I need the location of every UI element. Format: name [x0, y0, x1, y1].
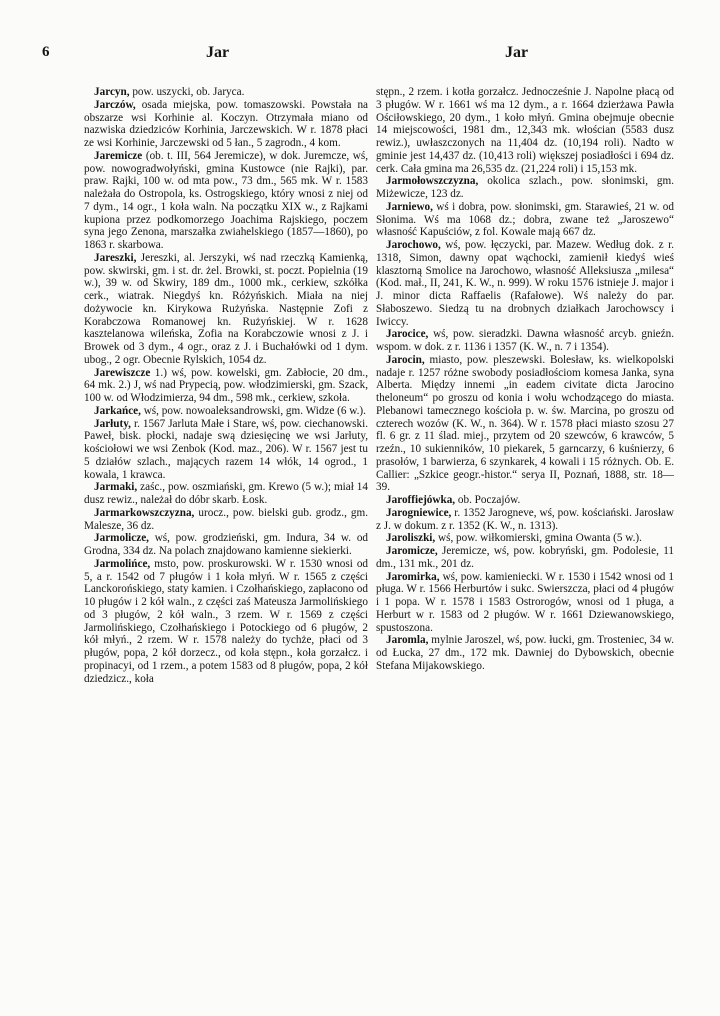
entry-text: pow. uszycki, ob. Jaryca.: [132, 86, 245, 98]
dictionary-entry: [376, 239, 674, 328]
dictionary-entry: [84, 405, 368, 418]
entry-headword: Jarogniewice,: [386, 506, 452, 519]
dictionary-entry: [376, 545, 674, 571]
entry-text: 1.) wś, pow. kowelski, gm. Zabłocie, 20 dm., 64 mk. 2.) J, wś nad Prypecią, pow. włodzimierski, gm. Szack, 100 w. od Włodzimierza, 94 dm., 598 mk., cerkiew, szkoła.: [84, 366, 368, 404]
dictionary-entry: [84, 532, 368, 558]
dictionary-entry: [84, 558, 368, 686]
dictionary-entry: [84, 99, 368, 150]
dictionary-entry: [84, 418, 368, 482]
entry-text: stępn., 2 rzem. i kotła gorzałcz. Jednocześnie J. Napolne płacą od 3 pługów. W r. 1661 wś ma 12 dym., a r. 1664 dzierżawa Pawła Ościłowskiego, 20 dym., 1 koło młyń. Gmina obejmuje obecnie 14 miejscowości, 1981 dm., 12,343 mk. włościan (5583 dusz rewiz.), uwłaszczonych na 11,404 dz. (10,194 roli). Nadto w gminie jest 14,437 dz. (10,413 roli) większej posiadłości i 694 dz. cerk. Cała gmina ma 26,535 dz. (21,224 roli) i 15,153 mk.: [376, 86, 674, 175]
dictionary-entry: [84, 507, 368, 533]
dictionary-entry: [376, 571, 674, 635]
entry-text: zaśc., pow. oszmiański, gm. Krewo (5 w.); miał 14 dusz rewiz., należał do dóbr skarb. Łosk.: [84, 481, 368, 506]
right-column: [376, 86, 674, 673]
entry-text: mylnie Jaroszel, wś, pow. łucki, gm. Trosteniec, 34 w. od Łucka, 27 dm., 172 mk. Dawniej do Dybowskich, obecnie Stefana Mijakowskiego.: [376, 634, 674, 672]
entry-headword: Jaromicze,: [386, 545, 438, 557]
dictionary-entry: [376, 507, 674, 533]
entry-headword: Jarcyn,: [94, 86, 130, 98]
entry-headword: Jareszki,: [94, 251, 137, 264]
dictionary-entry: [376, 532, 674, 545]
entry-text: wś, pow. nowoaleksandrowski, gm. Widze (6 w.).: [143, 404, 366, 417]
entry-text: r. 1352 Jarogneve, wś, pow. kościański. Jarosław z J. w dokum. z r. 1352 (K. W., n. 1313).: [376, 506, 675, 532]
entry-headword: Jarocin,: [386, 353, 425, 366]
entry-text: wś, pow. łęczycki, par. Mazew. Według dok. z r. 1318, Simon, dawny opat wąchocki, zamienił kiedyś wieś klasztorną Smolice na Jarochowo, własność Alleksiusza „milesa“ (Kod. mał., II, 241, K. W., n. 999). W roku 1576 istnieje J. major i J. minor dicta Raffaelis (Rafałowe). Wś należy do par. Słaboszewo. Siedzą tu na drobnych działkach Jarochowscy i Iwiccy.: [376, 239, 674, 328]
entry-text: okolica szlach., pow. słonimski, gm. Miżewicze, 123 dz.: [376, 175, 675, 200]
dictionary-entry: [376, 634, 674, 672]
entry-text: miasto, pow. pleszewski. Bolesław, ks. wielkopolski nadaje r. 1257 różne swobody posiadłościom komesa Janka, syna Alberta. Między innemi „in eadem civitate dicta Jarocino theloneum“ po groszu od konia i wołu wchodzącego do miasta. Plebanowi tamecznego kościoła p. w. św. Marcina, po groszu od czterech wozów (K. W., n. 364). W r. 1578 płaci miasto szosu 27 fl. 6 gr. z 11 ślad. miej., przytem od 20 szewców, 6 krawców, 5 rzeźn., 10 sukienników, 10 piekarek, 5 garncarzy, 6 kuśnierzy, 6 prasołów, 1 barwierza, 6 szynkarek, 4 kowali i 15 różnych. Ob. E. Callier: „Szkice geogr.-histor.“ serya II, Poznań, 1888, str. 18—39.: [376, 353, 674, 494]
dictionary-entry: [84, 481, 368, 507]
dictionary-entry: [376, 201, 674, 239]
entry-headword: Jaroliszki,: [386, 532, 436, 545]
entry-headword: Jarmolińce,: [94, 557, 151, 570]
dictionary-entry: [84, 86, 368, 99]
dictionary-entry: [376, 328, 674, 354]
entry-headword: Jaromla,: [386, 634, 429, 647]
entry-headword: Jarmaki,: [94, 481, 138, 494]
dictionary-entry: [376, 86, 674, 175]
entry-headword: Jarewiszcze: [94, 366, 151, 379]
dictionary-entry: [84, 252, 368, 367]
entry-text: Jeremicze, wś, pow. kobryński, gm. Podolesie, 11 dm., 131 mk., 201 dz.: [376, 545, 675, 570]
entry-text: urocz., pow. bielski gub. grodz., gm. Malesze, 36 dz.: [84, 506, 369, 532]
entry-headword: Jarmarkowszczyzna,: [94, 506, 195, 519]
running-header-left: Jar: [206, 44, 230, 61]
left-column: [84, 86, 368, 685]
entry-headword: Jarłuty,: [94, 417, 131, 430]
entry-headword: Jarmołowszczyzna,: [386, 175, 479, 188]
entry-text: wś, pow. grodzieński, gm. Indura, 34 w. od Grodna, 334 dz. Na polach znajdowano kamienne siekierki.: [84, 532, 369, 557]
entry-headword: Jaromirka,: [386, 570, 440, 583]
entry-headword: Jaremicze: [94, 149, 143, 162]
entry-headword: Jarocice,: [386, 328, 429, 341]
running-header-right: Jar: [505, 44, 529, 61]
dictionary-entry: [376, 494, 674, 507]
entry-text: wś, pow. sieradzki. Dawna własność arcyb. gnieźn. wspom. w dok. z r. 1136 i 1357 (K. W., n. 7 i 1354).: [376, 328, 675, 353]
entry-headword: Jarczów,: [94, 98, 136, 111]
entry-headword: Jarmolicze,: [94, 532, 149, 545]
entry-text: r. 1567 Jarluta Małe i Stare, wś, pow. ciechanowski. Paweł, bisk. płocki, nadaje swą dziesięcinę we wsi Jarłuty, kościołowi we wsi Zenbok (Kod. maz., 206). W r. 1567 jest tu 5 działów szlach., mających razem 14 włók, 14 ogrod., 1 kowala, 1 krawca.: [84, 417, 369, 481]
entry-headword: Jarochowo,: [386, 239, 441, 251]
entry-text: wś, pow. kamieniecki. W r. 1530 i 1542 wnosi od 1 pługa. W r. 1566 Herburtów i sukc. Swierszcza, płaci od 4 pługów i 1 popa. W r. 1578 i 1583 Ostrorogów, wnosi od 1 pługa, a Herburt w r. 1583 od 2 pługów. W r. 1661 Dziewanowskiego, spustoszona.: [376, 570, 674, 634]
entry-text: ob. Poczajów.: [457, 494, 521, 506]
entry-headword: Jaroffiejówka,: [386, 494, 456, 506]
dictionary-entry: [376, 175, 674, 201]
dictionary-entry: [84, 150, 368, 252]
entry-text: osada miejska, pow. tomaszowski. Powstała na obszarze wsi Korhinie al. Koczyn. Otrzymała miano od nazwiska dziedziców Korhinia, Jarczewskich. W r. 1878 płaci ze wsi Korhinie, Jarczewski od 5 łan., 5 zagrodn., 4 kom.: [84, 98, 368, 149]
entry-headword: Jarkańce,: [94, 404, 141, 417]
page-number: 6: [42, 44, 50, 60]
entry-text: Jereszki, al. Jerszyki, wś nad rzeczką Kamienką, pow. skwirski, gm. i st. dr. żel. Browki, st. poczt. Popielnia (19 w.), 39 w. od Skwiry, 189 dm., 1000 mk., cerkiew, szkółka cerk., wiatrak. Niegdyś kn. Różyńskich. Miała na niej dożywocie kn. Kirykowa Rużyńska. Następnie Zofi z Korabczowa Romanowej kn. Rużyńskiej. W r. 1628 kasztelanowa wileńska, Zofia na Korabczowie wnosi z J. i Browek od 3 dym., 4 ogr., oraz z J. i Buchałówki od 1 dym. ubog., 2 ogr. Obecnie Rylskich, 1054 dz.: [84, 251, 368, 366]
dictionary-entry: [84, 367, 368, 405]
entry-text: wś, pow. wiłkomierski, gmina Owanta (5 w.).: [438, 532, 642, 545]
entry-text: (ob. t. III, 564 Jeremicze), w dok. Juremcze, wś, pow. nowogradwołyński, gmina Kustowce (nie Rajki), par. praw. Rajki, 100 w. od mta pow., 73 dm., 565 mk. W r. 1583 należała do Ostropola, ks. Ostrogskiego, który wnosi z niej od 7 dym., 14 ogr., 1 koła waln. Na początku XIX w., z Rajkami kupiona przez podkomorzego Joachima Rajskiego, poczem syna jego Zenona, marszałka zwiahelskiego (1857—1860), po 1863 r. skarbowa.: [84, 149, 369, 251]
entry-headword: Jarniewo,: [386, 200, 433, 213]
entry-text: msto, pow. proskurowski. W r. 1530 wnosi od 5, a r. 1542 od 7 pługów i 1 koła młyń. W r. 1565 z części Lanckorońskiego, staty kamien. i Czołhańskiego, zapłacono od 10 pługów i 2 kół waln., z części zaś Mateusza Jarmolińskiego od 3 pługów, 2 kół waln., 3 rzem. W r. 1569 z części Jarmolińskiego, Czołhańskiego i Potockiego od 6 pługów, 2 kół młyń., 2 rzem. W r. 1578 należy do tychże, płaci od 3 pługów, popa, 2 kół dorzecz., od koła stępn., koła gorzałcz. i propinacyi, od 1 rzem., a potem 1583 od 8 pługów, popa, 2 kół dziedzicz., koła: [84, 557, 369, 685]
entry-text: wś i dobra, pow. słonimski, gm. Starawieś, 21 w. od Słonima. Wś ma 1068 dz.; dobra, zwane też „Jaroszewo“ własność Kapuściów, z fol. Kowale mają 667 dz.: [376, 200, 674, 239]
dictionary-entry: [376, 354, 674, 494]
